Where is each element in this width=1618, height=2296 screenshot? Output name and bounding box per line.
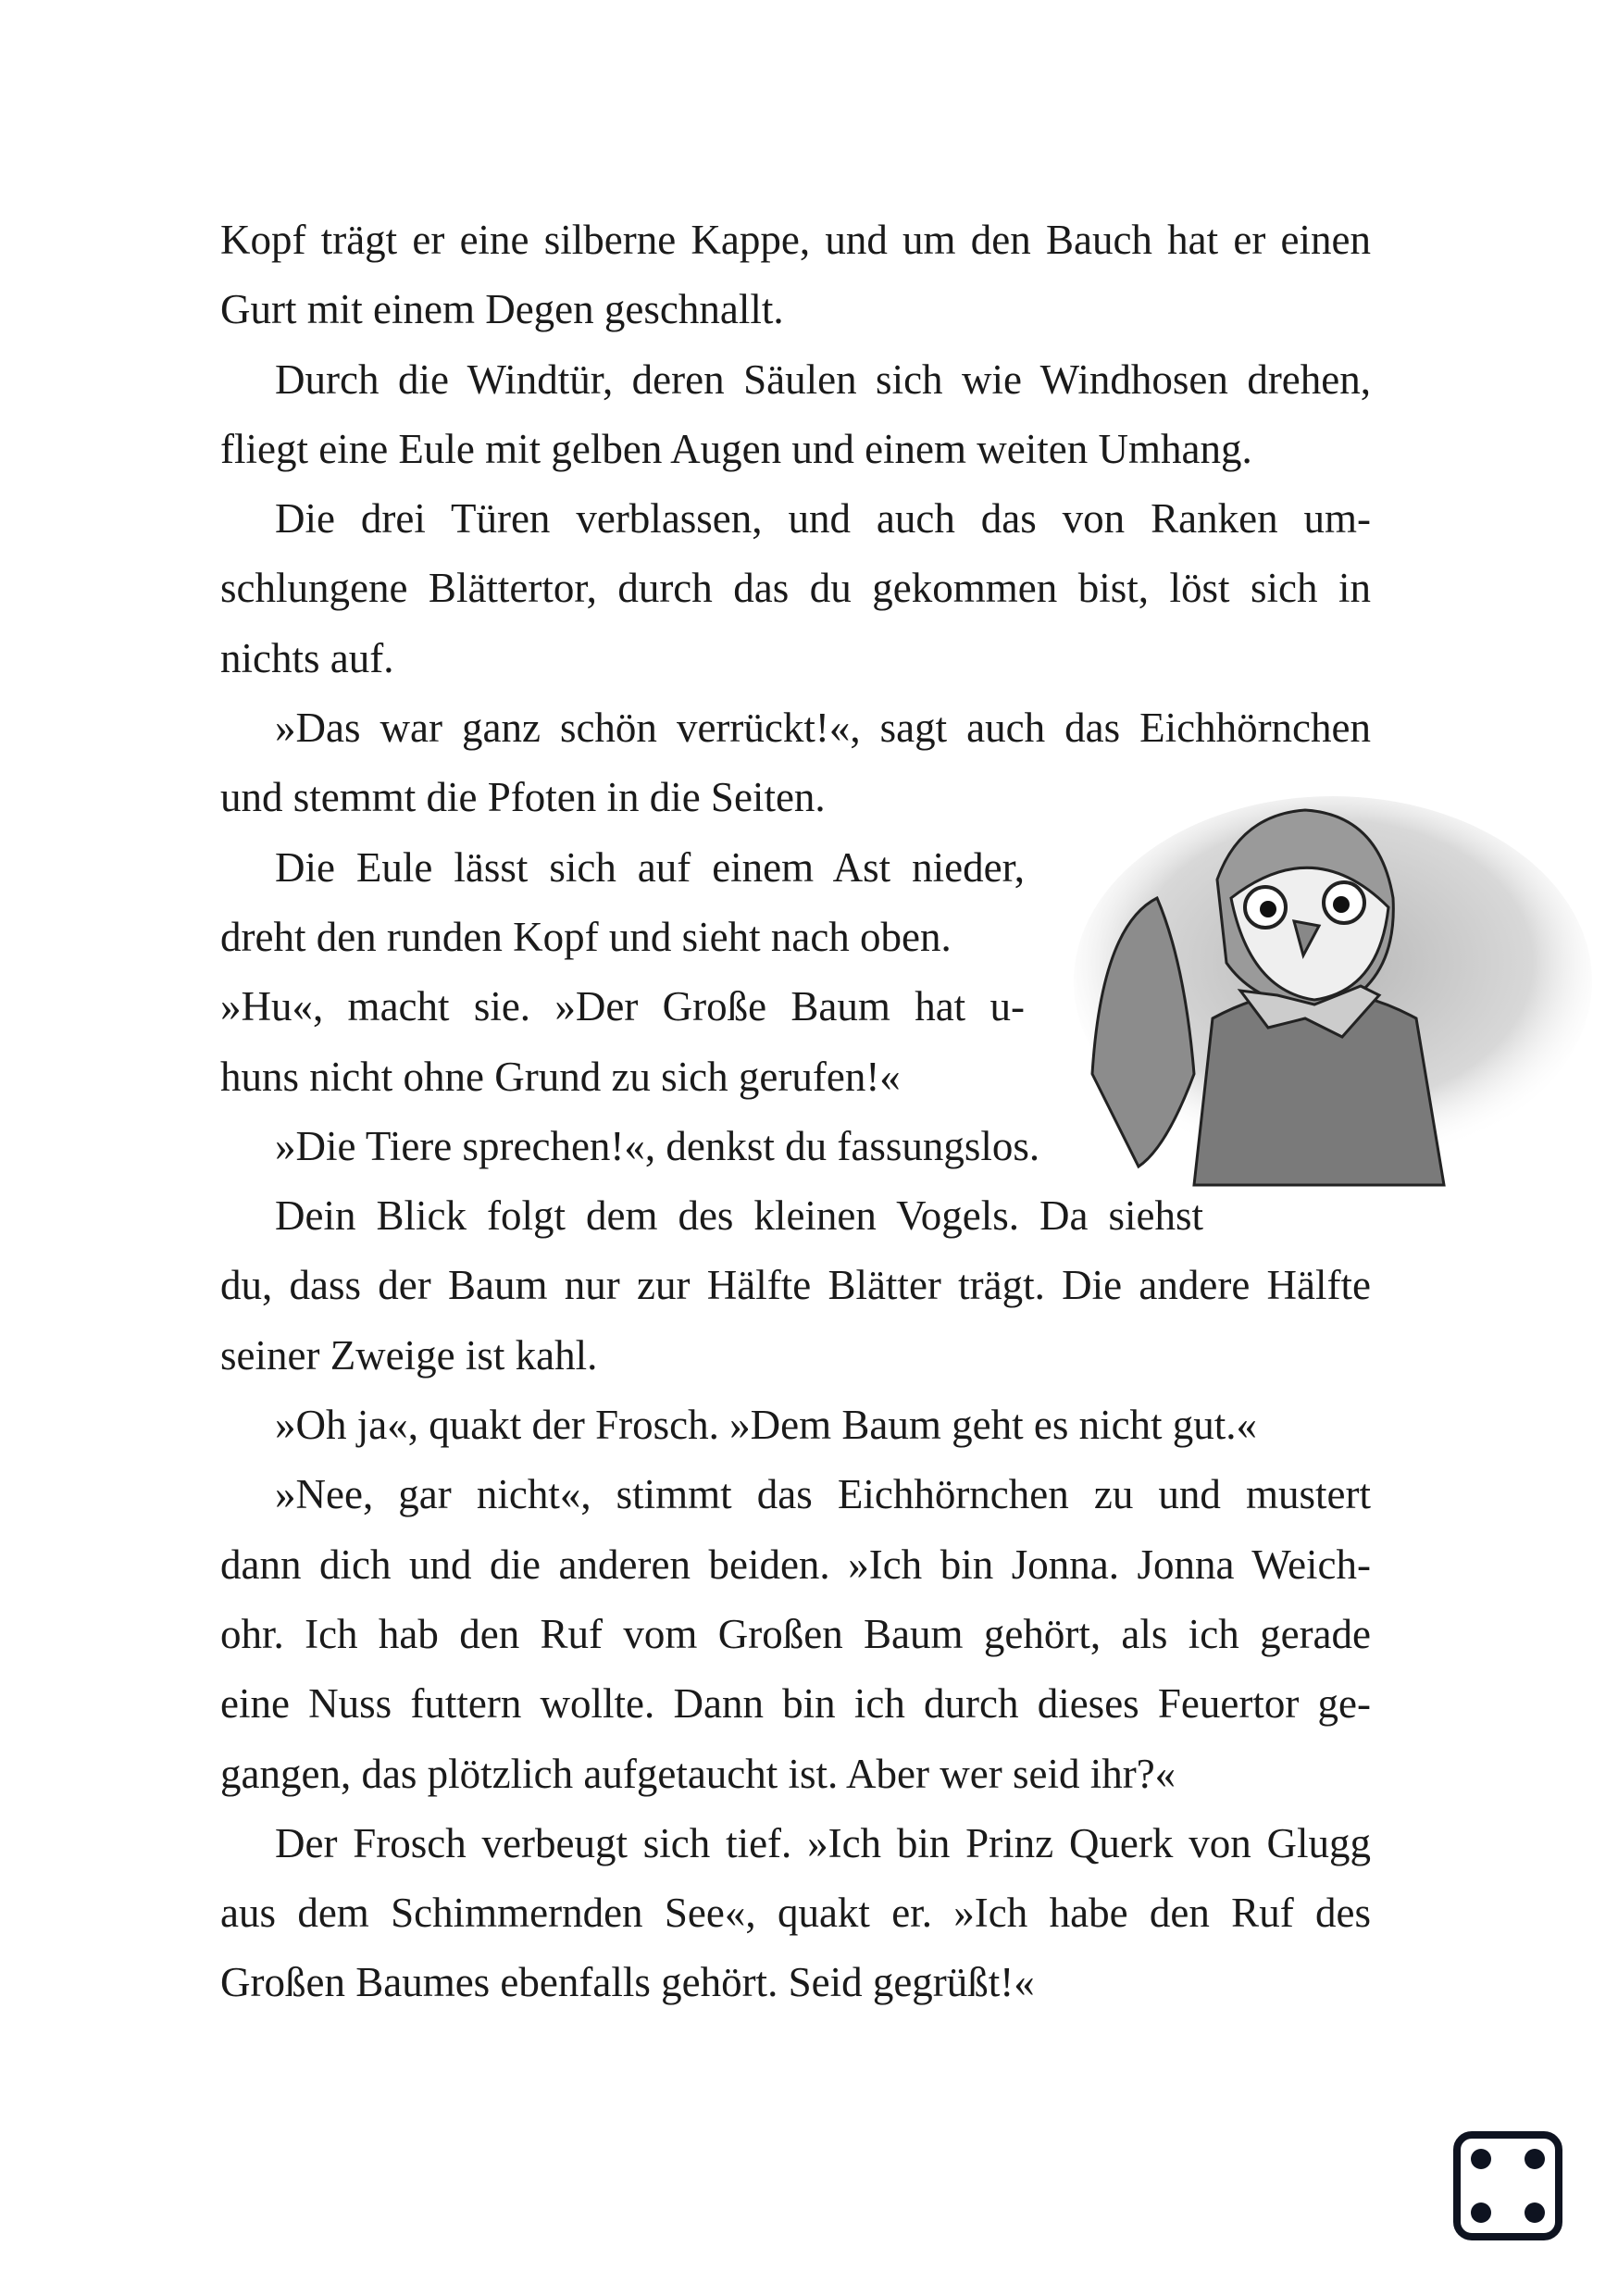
text-line: »Oh ja«, quakt der Frosch. »Dem Baum geht es nicht gut.«: [275, 1402, 1258, 1449]
text-line: »Hu«, macht sie. »Der Große Baum hat u-: [220, 983, 1025, 1030]
text-line: »Das war ganz schön verrückt!«, sagt auch das Eichhörnchen: [275, 705, 1371, 752]
text-line: du, dass der Baum nur zur Hälfte Blätter trägt. Die andere Hälfte: [220, 1262, 1371, 1309]
owl-illustration: [1055, 796, 1592, 1204]
text-line: schlungene Blättertor, durch das du gekommen bist, löst sich in: [220, 565, 1371, 612]
text-line: seiner Zweige ist kahl.: [220, 1331, 598, 1379]
text-line: aus dem Schimmernden See«, quakt er. »Ich habe den Ruf des: [220, 1890, 1371, 1937]
text-line: dann dich und die anderen beiden. »Ich bin Jonna. Jonna Weich-: [220, 1541, 1371, 1588]
text-line: und stemmt die Pfoten in die Seiten.: [220, 774, 826, 821]
text-line: dreht den runden Kopf und sieht nach oben.: [220, 913, 952, 960]
text-line: ohr. Ich hab den Ruf vom Großen Baum gehört, als ich gerade: [220, 1610, 1371, 1657]
text-line: Gurt mit einem Degen geschnallt.: [220, 286, 784, 333]
text-line: nichts auf.: [220, 634, 394, 681]
text-line: »Nee, gar nicht«, stimmt das Eichhörnchen zu und mustert: [275, 1471, 1371, 1518]
text-line: »Die Tiere sprechen!«, denkst du fassungslos.: [275, 1122, 1040, 1169]
text-line: fliegt eine Eule mit gelben Augen und einem weiten Umhang.: [220, 425, 1252, 472]
text-line: eine Nuss futtern wollte. Dann bin ich durch dieses Feuertor ge-: [220, 1680, 1371, 1728]
text-line: huns nicht ohne Grund zu sich gerufen!«: [220, 1053, 901, 1100]
text-line: Dein Blick folgt dem des kleinen Vogels. Da siehst: [275, 1192, 1203, 1240]
text-line: Durch die Windtür, deren Säulen sich wie Windhosen drehen,: [275, 356, 1371, 403]
text-line: gangen, das plötzlich aufgetaucht ist. Aber wer seid ihr?«: [220, 1750, 1176, 1797]
text-line: Großen Baumes ebenfalls gehört. Seid gegrüßt!«: [220, 1959, 1035, 2006]
text-line: Die Eule lässt sich auf einem Ast nieder,: [275, 843, 1025, 891]
text-line: Kopf trägt er eine silberne Kappe, und um den Bauch hat er einen: [220, 217, 1371, 263]
dice-four-icon: [1453, 2131, 1562, 2240]
text-line: Der Frosch verbeugt sich tief. »Ich bin Prinz Querk von Glugg: [275, 1819, 1371, 1866]
text-line: Die drei Türen verblassen, und auch das von Ranken um-: [275, 495, 1371, 543]
